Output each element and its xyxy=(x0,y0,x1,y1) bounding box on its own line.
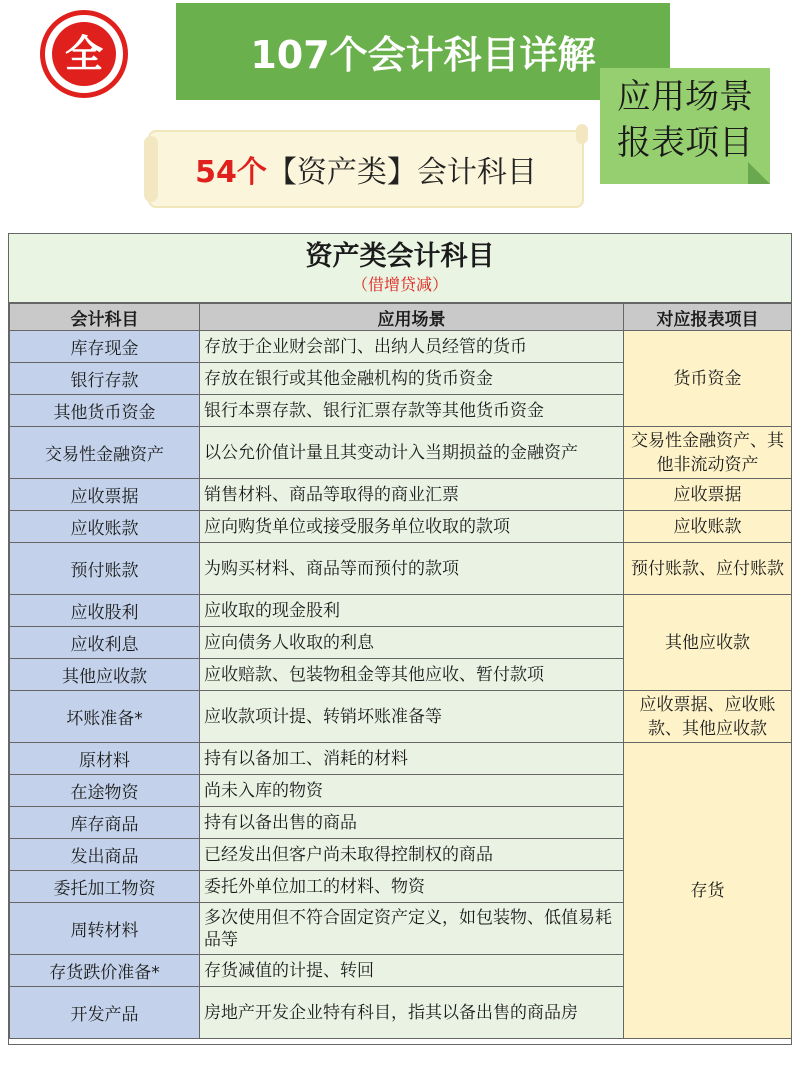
usage-cell: 委托外单位加工的材料、物资 xyxy=(200,871,624,903)
account-cell: 开发产品 xyxy=(10,987,200,1039)
account-cell: 委托加工物资 xyxy=(10,871,200,903)
usage-cell: 为购买材料、商品等而预付的款项 xyxy=(200,543,624,595)
asset-accounts-table xyxy=(8,233,792,1045)
report-item-cell: 交易性金融资产、其他非流动资产 xyxy=(624,427,792,479)
table-row xyxy=(10,691,792,743)
column-header-usage: 应用场景 xyxy=(200,304,624,331)
account-cell: 原材料 xyxy=(10,743,200,775)
account-cell: 交易性金融资产 xyxy=(10,427,200,479)
account-cell: 存货跌价准备* xyxy=(10,955,200,987)
scroll-curl-left xyxy=(144,136,158,202)
page-title: 107个会计科目详解 xyxy=(176,3,670,100)
note-line-1: 应用场景 xyxy=(617,77,753,117)
report-item-cell: 其他应收款 xyxy=(624,595,792,691)
account-cell: 发出商品 xyxy=(10,839,200,871)
report-item-cell: 应收票据、应收账款、其他应收款 xyxy=(624,691,792,743)
table-row xyxy=(10,595,792,627)
report-item-cell: 预付账款、应付账款 xyxy=(624,543,792,595)
table-row xyxy=(10,427,792,479)
table-row xyxy=(10,479,792,511)
usage-cell: 应向购货单位或接受服务单位收取的款项 xyxy=(200,511,624,543)
table-row xyxy=(10,743,792,775)
usage-cell: 房地产开发企业特有科目，指其以备出售的商品房 xyxy=(200,987,624,1039)
report-item-cell: 应收票据 xyxy=(624,479,792,511)
table-subtitle: （借增贷减） xyxy=(351,275,448,294)
usage-cell: 存放在银行或其他金融机构的货币资金 xyxy=(200,363,624,395)
account-cell: 应收利息 xyxy=(10,627,200,659)
account-cell: 预付账款 xyxy=(10,543,200,595)
usage-cell: 持有以备出售的商品 xyxy=(200,807,624,839)
table-row xyxy=(10,331,792,363)
account-cell: 应收票据 xyxy=(10,479,200,511)
brand-badge xyxy=(40,10,128,98)
account-cell: 银行存款 xyxy=(10,363,200,395)
account-cell: 坏账准备* xyxy=(10,691,200,743)
account-cell: 周转材料 xyxy=(10,903,200,955)
usage-cell: 应收款项计提、转销坏账准备等 xyxy=(200,691,624,743)
usage-cell: 银行本票存款、银行汇票存款等其他货币资金 xyxy=(200,395,624,427)
usage-cell: 以公允价值计量且其变动计入当期损益的金融资产 xyxy=(200,427,624,479)
usage-cell: 已经发出但客户尚未取得控制权的商品 xyxy=(200,839,624,871)
account-cell: 库存现金 xyxy=(10,331,200,363)
usage-cell: 存货减值的计提、转回 xyxy=(200,955,624,987)
account-cell: 在途物资 xyxy=(10,775,200,807)
accounts-grid xyxy=(9,303,792,1039)
usage-cell: 尚未入库的物资 xyxy=(200,775,624,807)
table-header-block xyxy=(9,234,791,303)
usage-cell: 存放于企业财会部门、出纳人员经管的货币 xyxy=(200,331,624,363)
column-header-account: 会计科目 xyxy=(10,304,200,331)
subtitle-scroll xyxy=(148,130,584,208)
usage-cell: 销售材料、商品等取得的商业汇票 xyxy=(200,479,624,511)
report-item-cell: 应收账款 xyxy=(624,511,792,543)
account-cell: 其他货币资金 xyxy=(10,395,200,427)
scroll-curl-right xyxy=(576,124,588,144)
note-fold-corner xyxy=(748,162,770,184)
account-cell: 库存商品 xyxy=(10,807,200,839)
table-row xyxy=(10,511,792,543)
table-title: 资产类会计科目 xyxy=(305,241,495,272)
badge-character: 全 xyxy=(52,22,116,86)
note-line-2: 报表项目 xyxy=(617,123,753,163)
account-cell: 应收股利 xyxy=(10,595,200,627)
usage-cell: 多次使用但不符合固定资产定义，如包装物、低值易耗品等 xyxy=(200,903,624,955)
usage-cell: 应收赔款、包装物租金等其他应收、暂付款项 xyxy=(200,659,624,691)
column-header-report-item: 对应报表项目 xyxy=(624,304,792,331)
report-item-cell: 存货 xyxy=(624,743,792,1039)
usage-cell: 应向债务人收取的利息 xyxy=(200,627,624,659)
table-row xyxy=(10,543,792,595)
subtitle-text: 【资产类】会计科目 xyxy=(266,155,537,190)
usage-cell: 持有以备加工、消耗的材料 xyxy=(200,743,624,775)
account-cell: 其他应收款 xyxy=(10,659,200,691)
account-cell: 应收账款 xyxy=(10,511,200,543)
usage-cell: 应收取的现金股利 xyxy=(200,595,624,627)
sticky-note xyxy=(600,68,770,184)
subtitle-count: 54个 xyxy=(195,155,267,190)
report-item-cell: 货币资金 xyxy=(624,331,792,427)
